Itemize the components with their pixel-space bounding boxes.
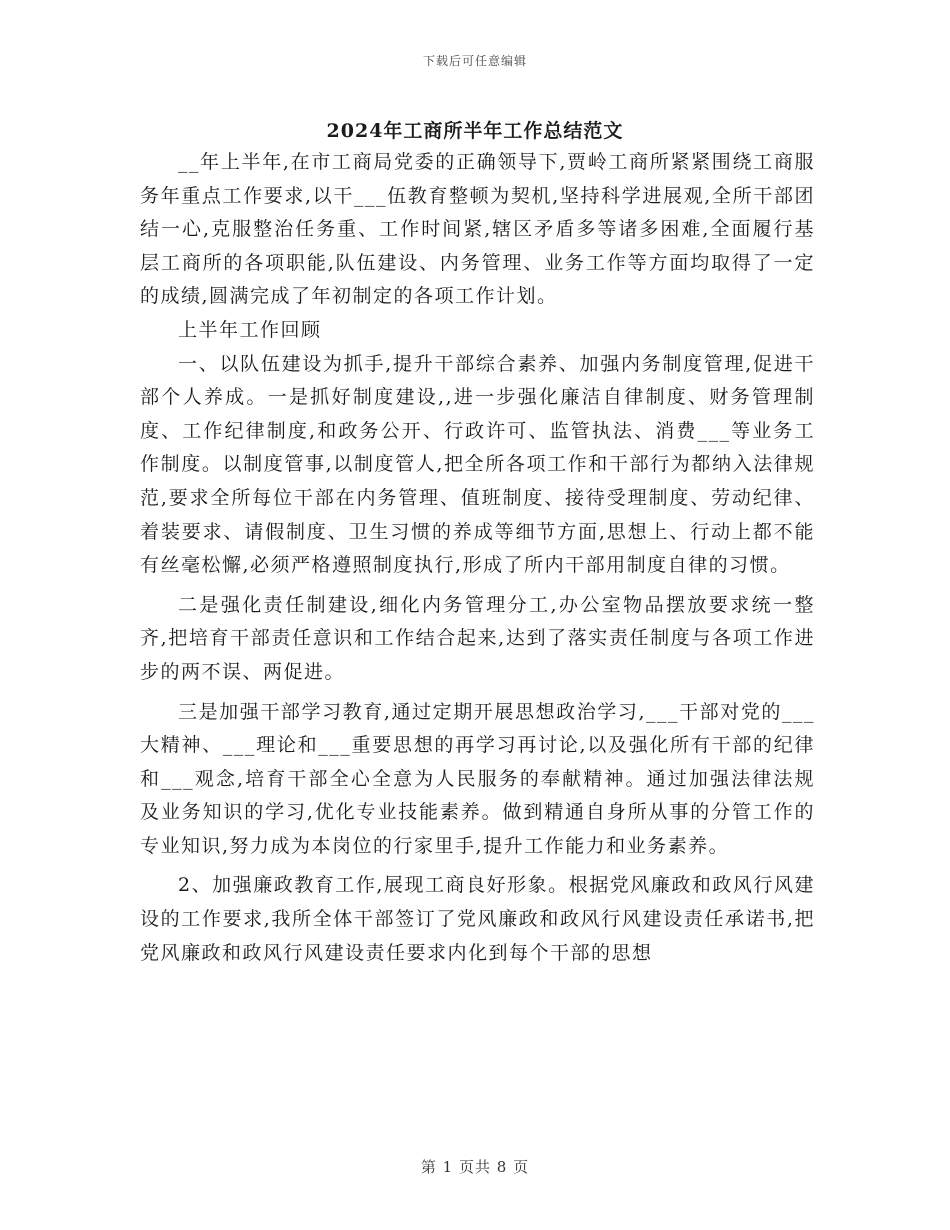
paragraph-study-education: 三是加强干部学习教育,通过定期开展思想政治学习,___干部对党的___大精神、___理论和___重要思想的再学习再讨论,以及强化所有干部的纪律和___观念,培育干部全心全意为人民服务的奉献精神。通过加强法律法规及业务知识的学习,优化专业技能素养。做到精通自身所从事的分管工作的专业知识,努力成为本岗位的行家里手,提升工作能力和业务素养。	[140, 700, 815, 857]
page-number: 第 1 页共 8 页	[420, 1158, 530, 1176]
paragraph-team-building: 一、以队伍建设为抓手,提升干部综合素养、加强内务制度管理,促进干部个人养成。一是抓好制度建设,,进一步强化廉洁自律制度、财务管理制度、工作纪律制度,和政务公开、行政许可、监管执法、消费___等业务工作制度。以制度管事,以制度管人,把全所各项工作和干部行为都纳入法律规范,要求全所每位干部在内务管理、值班制度、接待受理制度、劳动纪律、着装要求、请假制度、卫生习惯的养成等细节方面,思想上、行动上都不能有丝毫松懈,必须严格遵照制度执行,形成了所内干部用制度自律的习惯。	[140, 352, 815, 577]
paragraph-integrity-education: 2、加强廉政教育工作,展现工商良好形象。根据党风廉政和政风行风建设的工作要求,我所全体干部签订了党风廉政和政风行风建设责任承诺书,把党风廉政和政风行风建设责任要求内化到每个干部的思想	[140, 874, 815, 964]
document-title: 2024年工商所半年工作总结范文	[326, 120, 624, 142]
page-header-note: 下载后可任意编辑	[422, 54, 527, 68]
section-heading-review: 上半年工作回顾	[178, 318, 322, 341]
document-body	[140, 146, 815, 970]
paragraph-responsibility: 二是强化责任制建设,细化内务管理分工,办公室物品摆放要求统一整齐,把培育干部责任意识和工作结合起来,达到了落实责任制度与各项工作进步的两不误、两促进。	[140, 593, 815, 683]
paragraph-intro: __年上半年,在市工商局党委的正确领导下,贾岭工商所紧紧围绕工商服务年重点工作要求,以干___伍教育整顿为契机,坚持科学进展观,全所干部团结一心,克服整治任务重、工作时间紧,辖区矛盾多等诸多困难,全面履行基层工商所的各项职能,队伍建设、内务管理、业务工作等方面均取得了一定的成绩,圆满完成了年初制定的各项工作计划。	[140, 151, 815, 308]
